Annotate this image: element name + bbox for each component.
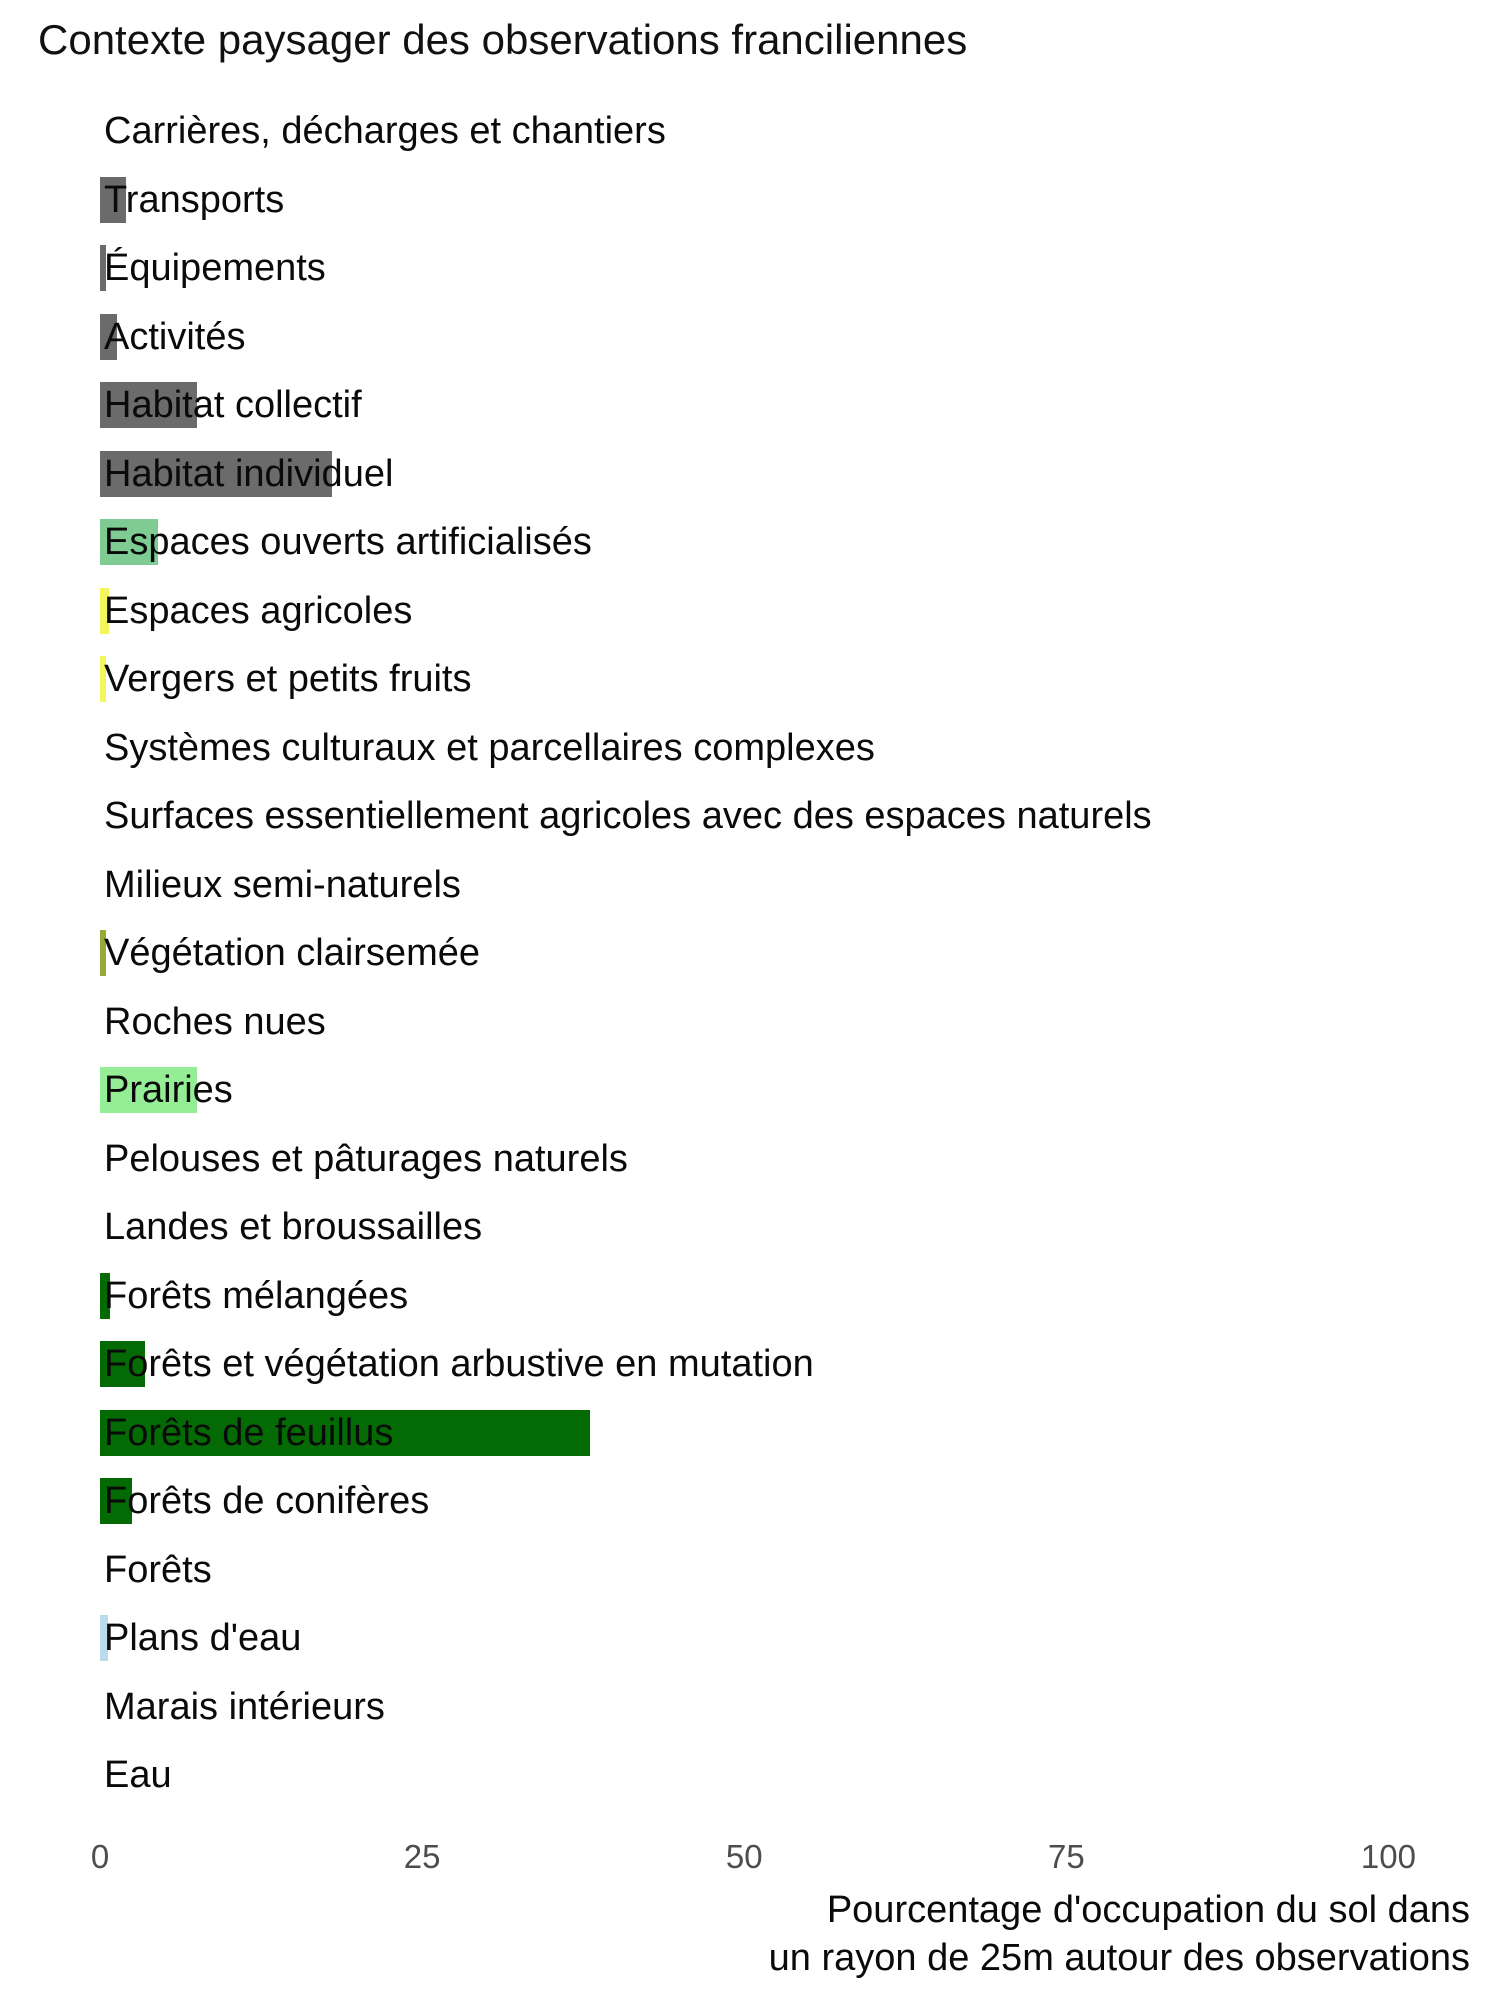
bar-row	[100, 648, 1440, 717]
bar-category-label: Eau	[104, 1754, 172, 1796]
chart-title: Contexte paysager des observations franciliennes	[38, 16, 968, 63]
bar-category-label: Végétation clairsemée	[104, 932, 480, 974]
bar-row	[100, 1402, 1440, 1471]
bar-row	[100, 717, 1440, 786]
bar-category-label: Activités	[104, 315, 246, 358]
bar-row	[100, 237, 1440, 306]
bar-row	[100, 100, 1440, 169]
bar-row	[100, 785, 1440, 854]
x-axis-tick-label: 50	[725, 1838, 763, 1875]
bar-category-label: Habitat individuel	[104, 452, 394, 495]
bar-category-label: Systèmes culturaux et parcellaires complexes	[104, 726, 875, 769]
bar-category-label: Transports	[104, 178, 285, 221]
bar-row	[100, 1539, 1440, 1608]
bar-category-label: Forêts de conifères	[104, 1480, 430, 1522]
bar-category-label: Forêts mélangées	[104, 1274, 409, 1317]
bar-row	[100, 306, 1440, 375]
bar-category-label: Prairies	[104, 1069, 233, 1111]
bar-row	[100, 1744, 1440, 1813]
bar-category-label: Forêts et végétation arbustive en mutation	[104, 1343, 814, 1385]
bar-row	[100, 854, 1440, 923]
bar-category-label: Landes et broussailles	[104, 1206, 483, 1248]
bar-category-label: Marais intérieurs	[104, 1685, 385, 1728]
bar-row	[100, 580, 1440, 649]
bar-row	[100, 1265, 1440, 1334]
bar-row	[100, 374, 1440, 443]
bar-row	[100, 922, 1440, 991]
bar-row	[100, 169, 1440, 238]
bar-row	[100, 1607, 1440, 1676]
bar-category-label: Vergers et petits fruits	[104, 658, 472, 700]
bar-row	[100, 1470, 1440, 1539]
bar-row	[100, 443, 1440, 512]
bar-category-label: Pelouses et pâturages naturels	[104, 1137, 628, 1180]
x-axis-tick-label: 75	[1047, 1838, 1085, 1875]
bar-category-label: Habitat collectif	[104, 384, 362, 426]
plot-area	[100, 100, 1440, 1840]
bar-category-label: Roches nues	[104, 1000, 326, 1043]
x-axis-label-line-1: Pourcentage d'occupation du sol dans	[826, 1889, 1470, 1931]
bar-row	[100, 1333, 1440, 1402]
bar-row	[100, 1676, 1440, 1745]
bar-category-label: Milieux semi-naturels	[104, 863, 461, 906]
bar-category-label: Forêts	[104, 1548, 212, 1591]
bar-row	[100, 991, 1440, 1060]
bar-row	[100, 511, 1440, 580]
x-axis-tick-label: 0	[90, 1838, 110, 1875]
bar-category-label: Forêts de feuillus	[104, 1411, 394, 1454]
bar-row	[100, 1059, 1440, 1128]
x-axis-tick-label: 25	[403, 1838, 441, 1875]
bar-category-label: Équipements	[104, 247, 326, 289]
bar-rows	[100, 100, 1440, 1820]
bar-category-label: Espaces ouverts artificialisés	[104, 521, 592, 563]
bar-category-label: Surfaces essentiellement agricoles avec des espaces naturels	[104, 795, 1152, 837]
x-axis-label	[30, 1886, 1470, 1982]
x-axis-label-line-2: un rayon de 25m autour des observations	[768, 1937, 1470, 1979]
x-axis-ticks	[90, 1838, 1440, 1878]
bar-row	[100, 1196, 1440, 1265]
bar-category-label: Espaces agricoles	[104, 589, 413, 632]
bar-category-label: Plans d'eau	[104, 1617, 302, 1659]
bar-category-label: Carrières, décharges et chantiers	[104, 110, 666, 152]
x-axis-tick-label: 100	[1360, 1838, 1416, 1875]
bar-row	[100, 1128, 1440, 1197]
